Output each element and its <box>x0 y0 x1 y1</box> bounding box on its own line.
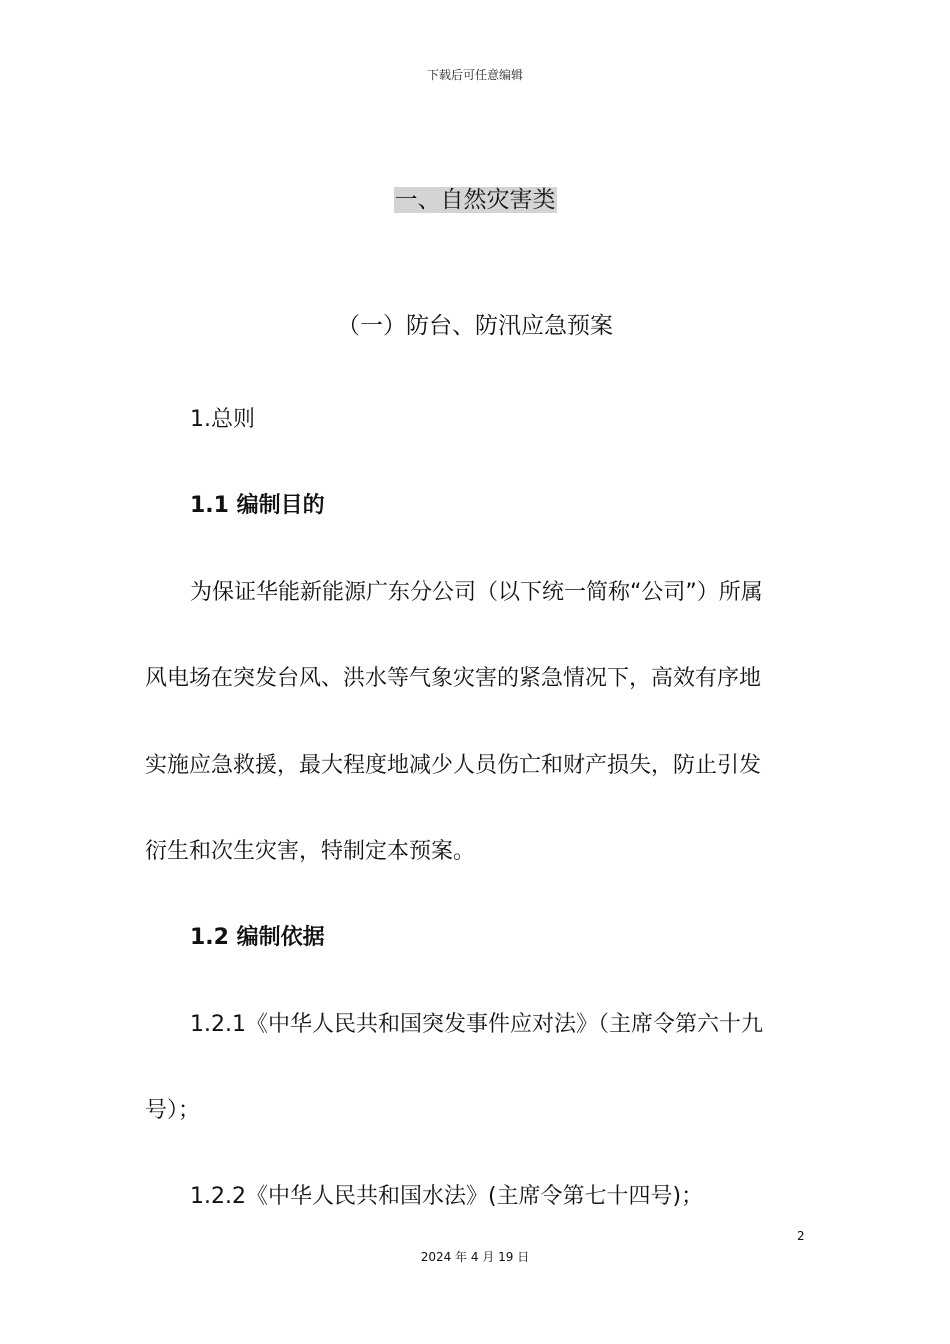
list-item-1-2-1-cont: 号）； <box>145 1098 201 1123</box>
section-title <box>0 184 950 216</box>
footer-date: 2024 年 4 月 19 日 <box>420 1250 530 1264</box>
heading-1-2: 1.2 编制依据 <box>190 925 325 950</box>
page-number: 2 <box>797 1229 805 1243</box>
list-item-1-2-1: 1.2.1《中华人民共和国突发事件应对法》（主席令第六十九 <box>190 1012 763 1037</box>
header-note: 下载后可任意编辑 <box>426 68 523 82</box>
paragraph-line: 风电场在突发台风、洪水等气象灾害的紧急情况下，高效有序地 <box>145 666 762 691</box>
paragraph-line: 实施应急救援，最大程度地减少人员伤亡和财产损失，防止引发 <box>145 753 762 778</box>
list-item-1-2-2: 1.2.2《中华人民共和国水法》(主席令第七十四号)； <box>190 1184 704 1209</box>
paragraph-line: 衍生和次生灾害，特制定本预案。 <box>145 839 476 864</box>
heading-general: 1.总则 <box>190 407 255 432</box>
section-title-text: 一、自然灾害类 <box>394 187 556 213</box>
sub-title: （一）防台、防汛应急预案 <box>337 313 613 339</box>
paragraph-line: 为保证华能新能源广东分公司（以下统一简称“公司”）所属 <box>190 580 763 605</box>
heading-1-1: 1.1 编制目的 <box>190 493 325 518</box>
